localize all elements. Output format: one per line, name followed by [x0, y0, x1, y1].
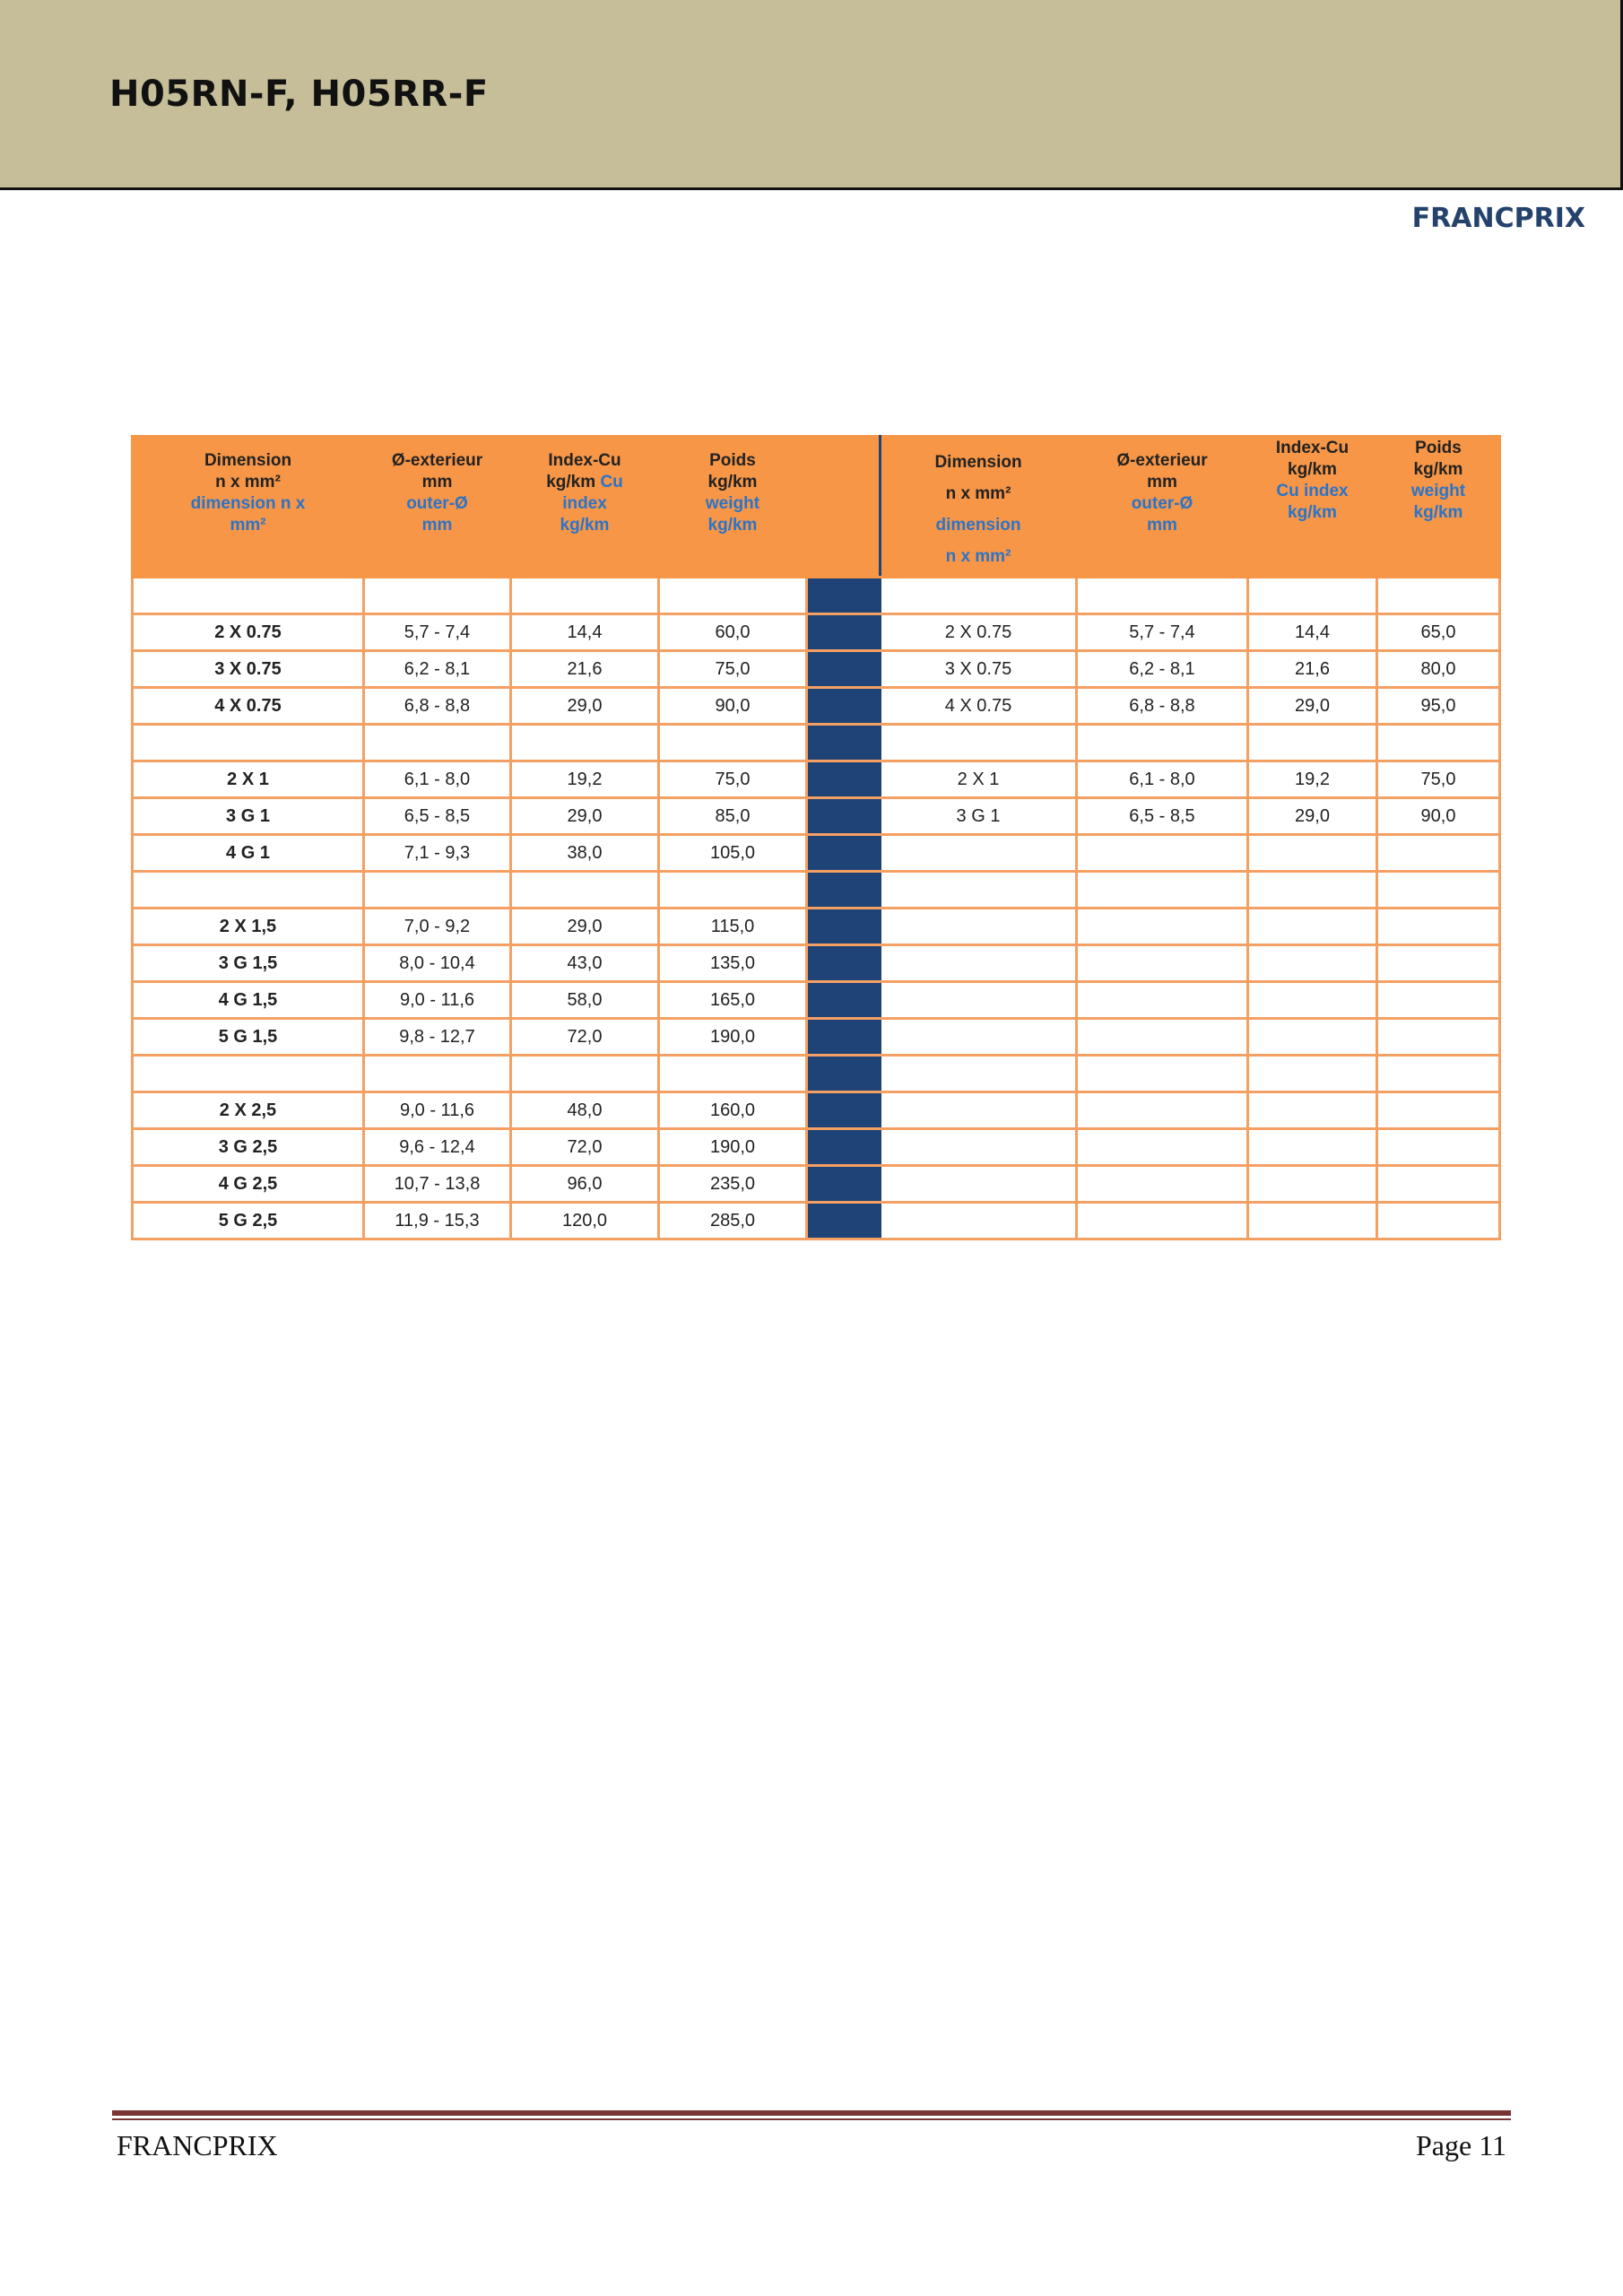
cell-index-cu-right	[1248, 982, 1377, 1019]
table-row	[133, 1019, 1500, 1056]
cell-index-cu-right	[1248, 725, 1377, 761]
footer-brand: FRANCPRIX	[117, 2129, 278, 2161]
cell-index-cu-right	[1248, 1166, 1377, 1203]
cell-diameter-right	[1077, 835, 1248, 872]
cell-diameter-right: 6,5 - 8,5	[1077, 798, 1248, 835]
cell-index-cu: 43,0	[511, 945, 659, 982]
cell-diameter-right	[1077, 909, 1248, 945]
cell-diameter-right	[1077, 1019, 1248, 1056]
cell-weight: 190,0	[659, 1129, 807, 1166]
column-separator	[807, 437, 881, 578]
cell-index-cu: 29,0	[511, 798, 659, 835]
cell-weight-right	[1377, 1129, 1500, 1166]
cell-weight-right	[1377, 1019, 1500, 1056]
cell-weight: 105,0	[659, 835, 807, 872]
cell-dimension-right	[881, 872, 1077, 909]
table-row	[133, 1166, 1500, 1203]
cell-diameter: 8,0 - 10,4	[364, 945, 511, 982]
cell-diameter-right	[1077, 1166, 1248, 1203]
cell-weight: 285,0	[659, 1203, 807, 1239]
cell-dimension-right	[881, 1056, 1077, 1092]
cell-diameter-right: 6,2 - 8,1	[1077, 651, 1248, 688]
column-separator	[807, 578, 881, 614]
cell-diameter: 7,0 - 9,2	[364, 909, 511, 945]
brand-label: FRANCPRIX	[1411, 203, 1585, 234]
cell-index-cu-right	[1248, 1056, 1377, 1092]
header-diameter: Ø-exterieur mm outer-Ø mm	[364, 437, 511, 578]
cell-dimension: 3 X 0.75	[133, 651, 364, 688]
cell-diameter-right	[1077, 1092, 1248, 1129]
cell-index-cu-right	[1248, 872, 1377, 909]
cell-index-cu: 72,0	[511, 1129, 659, 1166]
cell-dimension: 2 X 1	[133, 761, 364, 798]
cell-dimension-right	[881, 835, 1077, 872]
cell-weight: 235,0	[659, 1166, 807, 1203]
cell-index-cu: 14,4	[511, 614, 659, 651]
cell-dimension-right: 4 X 0.75	[881, 688, 1077, 725]
cell-index-cu: 38,0	[511, 835, 659, 872]
cell-weight: 135,0	[659, 945, 807, 982]
cell-index-cu: 120,0	[511, 1203, 659, 1239]
cell-index-cu-right	[1248, 945, 1377, 982]
cell-weight: 60,0	[659, 614, 807, 651]
header-index-cu: Index-Cu kg/km Cu index kg/km	[511, 437, 659, 578]
cell-diameter-right: 6,1 - 8,0	[1077, 761, 1248, 798]
cell-dimension-right: 2 X 1	[881, 761, 1077, 798]
cell-weight-right	[1377, 909, 1500, 945]
cell-dimension: 3 G 2,5	[133, 1129, 364, 1166]
cell-weight: 75,0	[659, 651, 807, 688]
column-separator	[807, 651, 881, 688]
cell-weight-right	[1377, 578, 1500, 614]
page-number: Page 11	[1415, 2129, 1506, 2161]
cable-spec-table	[131, 435, 1501, 1240]
cell-dimension: 4 G 2,5	[133, 1166, 364, 1203]
cell-dimension: 3 G 1	[133, 798, 364, 835]
cell-diameter	[364, 578, 511, 614]
footer-rule-thin	[112, 2118, 1511, 2120]
cell-dimension-right: 2 X 0.75	[881, 614, 1077, 651]
column-separator	[807, 835, 881, 872]
cell-diameter: 6,8 - 8,8	[364, 688, 511, 725]
cell-diameter: 9,8 - 12,7	[364, 1019, 511, 1056]
table-row	[133, 798, 1500, 835]
cell-weight-right: 80,0	[1377, 651, 1500, 688]
cell-weight-right	[1377, 835, 1500, 872]
cell-diameter-right	[1077, 872, 1248, 909]
cell-weight-right	[1377, 1203, 1500, 1239]
cell-weight-right	[1377, 1166, 1500, 1203]
cell-diameter: 7,1 - 9,3	[364, 835, 511, 872]
cell-dimension-right	[881, 1092, 1077, 1129]
cell-index-cu-right: 29,0	[1248, 688, 1377, 725]
cell-weight-right	[1377, 1092, 1500, 1129]
cell-dimension-right	[881, 1019, 1077, 1056]
cell-dimension: 4 G 1	[133, 835, 364, 872]
cell-weight-right	[1377, 945, 1500, 982]
cell-diameter-right	[1077, 945, 1248, 982]
cell-weight-right	[1377, 982, 1500, 1019]
column-separator	[807, 725, 881, 761]
cell-diameter	[364, 1056, 511, 1092]
cell-diameter-right	[1077, 1203, 1248, 1239]
table-row	[133, 835, 1500, 872]
table-header-row	[133, 437, 1500, 578]
header-weight: Poids kg/km weight kg/km	[659, 437, 807, 578]
column-separator	[807, 872, 881, 909]
cell-weight-right	[1377, 1056, 1500, 1092]
column-separator	[807, 1203, 881, 1239]
cell-dimension-right	[881, 725, 1077, 761]
cell-dimension	[133, 578, 364, 614]
header-band	[0, 0, 1623, 190]
cell-diameter-right: 6,8 - 8,8	[1077, 688, 1248, 725]
cell-index-cu-right	[1248, 1129, 1377, 1166]
cell-index-cu: 48,0	[511, 1092, 659, 1129]
cell-dimension-right	[881, 1166, 1077, 1203]
cell-diameter: 6,5 - 8,5	[364, 798, 511, 835]
cell-index-cu	[511, 725, 659, 761]
cell-dimension: 4 G 1,5	[133, 982, 364, 1019]
table-row	[133, 1092, 1500, 1129]
table-row	[133, 1203, 1500, 1239]
cell-weight: 190,0	[659, 1019, 807, 1056]
column-separator	[807, 1129, 881, 1166]
cell-diameter-right: 5,7 - 7,4	[1077, 614, 1248, 651]
header-index-cu-right: Index-Cu kg/km Cu index kg/km	[1248, 437, 1377, 578]
cell-diameter: 6,1 - 8,0	[364, 761, 511, 798]
cell-dimension: 5 G 2,5	[133, 1203, 364, 1239]
cell-weight	[659, 725, 807, 761]
cell-index-cu: 29,0	[511, 909, 659, 945]
cell-dimension: 3 G 1,5	[133, 945, 364, 982]
cell-index-cu: 19,2	[511, 761, 659, 798]
cell-diameter-right	[1077, 1056, 1248, 1092]
cell-diameter-right	[1077, 725, 1248, 761]
cell-diameter	[364, 872, 511, 909]
cell-diameter-right	[1077, 1129, 1248, 1166]
header-dimension-right: Dimension n x mm² dimension n x mm²	[881, 437, 1077, 578]
cell-dimension-right	[881, 909, 1077, 945]
cell-index-cu-right: 29,0	[1248, 798, 1377, 835]
cell-index-cu-right	[1248, 909, 1377, 945]
cell-diameter: 10,7 - 13,8	[364, 1166, 511, 1203]
cell-dimension: 2 X 0.75	[133, 614, 364, 651]
table-row	[133, 651, 1500, 688]
cell-diameter: 6,2 - 8,1	[364, 651, 511, 688]
table-row	[133, 761, 1500, 798]
table-row	[133, 945, 1500, 982]
cell-weight-right: 65,0	[1377, 614, 1500, 651]
cell-index-cu-right	[1248, 578, 1377, 614]
cell-diameter: 11,9 - 15,3	[364, 1203, 511, 1239]
column-separator	[807, 982, 881, 1019]
cell-weight: 165,0	[659, 982, 807, 1019]
cell-weight-right	[1377, 872, 1500, 909]
cell-diameter: 9,6 - 12,4	[364, 1129, 511, 1166]
header-dimension: Dimension n x mm² dimension n x mm²	[133, 437, 364, 578]
cell-dimension-right: 3 X 0.75	[881, 651, 1077, 688]
table-body	[133, 578, 1500, 1239]
table-row	[133, 614, 1500, 651]
cell-index-cu	[511, 578, 659, 614]
cell-weight-right	[1377, 725, 1500, 761]
table-row	[133, 982, 1500, 1019]
cell-dimension	[133, 725, 364, 761]
cell-index-cu: 58,0	[511, 982, 659, 1019]
cell-dimension: 2 X 1,5	[133, 909, 364, 945]
cell-diameter-right	[1077, 982, 1248, 1019]
cell-index-cu-right	[1248, 835, 1377, 872]
table-spacer-row	[133, 725, 1500, 761]
cell-diameter-right	[1077, 578, 1248, 614]
cell-weight	[659, 578, 807, 614]
column-separator	[807, 1056, 881, 1092]
column-separator	[807, 1092, 881, 1129]
cell-dimension: 2 X 2,5	[133, 1092, 364, 1129]
cell-dimension-right	[881, 1129, 1077, 1166]
table-row	[133, 909, 1500, 945]
cell-dimension-right	[881, 945, 1077, 982]
table-spacer-row	[133, 578, 1500, 614]
table-spacer-row	[133, 1056, 1500, 1092]
cell-weight: 160,0	[659, 1092, 807, 1129]
column-separator	[807, 614, 881, 651]
cell-dimension-right	[881, 982, 1077, 1019]
cell-index-cu: 21,6	[511, 651, 659, 688]
cell-weight: 115,0	[659, 909, 807, 945]
cell-index-cu-right: 14,4	[1248, 614, 1377, 651]
footer-rule	[112, 2110, 1511, 2116]
cell-index-cu-right	[1248, 1203, 1377, 1239]
cell-index-cu-right	[1248, 1019, 1377, 1056]
cell-dimension-right: 3 G 1	[881, 798, 1077, 835]
cell-diameter	[364, 725, 511, 761]
cell-index-cu-right	[1248, 1092, 1377, 1129]
header-diameter-right: Ø-exterieur mm outer-Ø mm	[1077, 437, 1248, 578]
column-separator	[807, 909, 881, 945]
cell-index-cu: 72,0	[511, 1019, 659, 1056]
column-separator	[807, 761, 881, 798]
column-separator	[807, 1166, 881, 1203]
column-separator	[807, 1019, 881, 1056]
cell-weight-right: 95,0	[1377, 688, 1500, 725]
cell-weight-right: 90,0	[1377, 798, 1500, 835]
cell-dimension	[133, 1056, 364, 1092]
header-weight-right: Poids kg/km weight kg/km	[1377, 437, 1500, 578]
cell-weight	[659, 1056, 807, 1092]
table-spacer-row	[133, 872, 1500, 909]
cell-weight: 90,0	[659, 688, 807, 725]
cell-weight: 85,0	[659, 798, 807, 835]
column-separator	[807, 798, 881, 835]
cell-index-cu: 96,0	[511, 1166, 659, 1203]
cell-diameter: 5,7 - 7,4	[364, 614, 511, 651]
table-row	[133, 688, 1500, 725]
cell-dimension: 4 X 0.75	[133, 688, 364, 725]
cell-diameter: 9,0 - 11,6	[364, 982, 511, 1019]
cell-index-cu	[511, 1056, 659, 1092]
cell-dimension-right	[881, 578, 1077, 614]
cell-dimension: 5 G 1,5	[133, 1019, 364, 1056]
cell-diameter: 9,0 - 11,6	[364, 1092, 511, 1129]
cell-weight	[659, 872, 807, 909]
table-row	[133, 1129, 1500, 1166]
page-title: H05RN-F, H05RR-F	[109, 74, 489, 115]
cell-index-cu	[511, 872, 659, 909]
cell-index-cu-right: 21,6	[1248, 651, 1377, 688]
column-separator	[807, 688, 881, 725]
cell-index-cu-right: 19,2	[1248, 761, 1377, 798]
cell-dimension-right	[881, 1203, 1077, 1239]
cell-index-cu: 29,0	[511, 688, 659, 725]
cell-weight-right: 75,0	[1377, 761, 1500, 798]
cell-weight: 75,0	[659, 761, 807, 798]
column-separator	[807, 945, 881, 982]
cell-dimension	[133, 872, 364, 909]
